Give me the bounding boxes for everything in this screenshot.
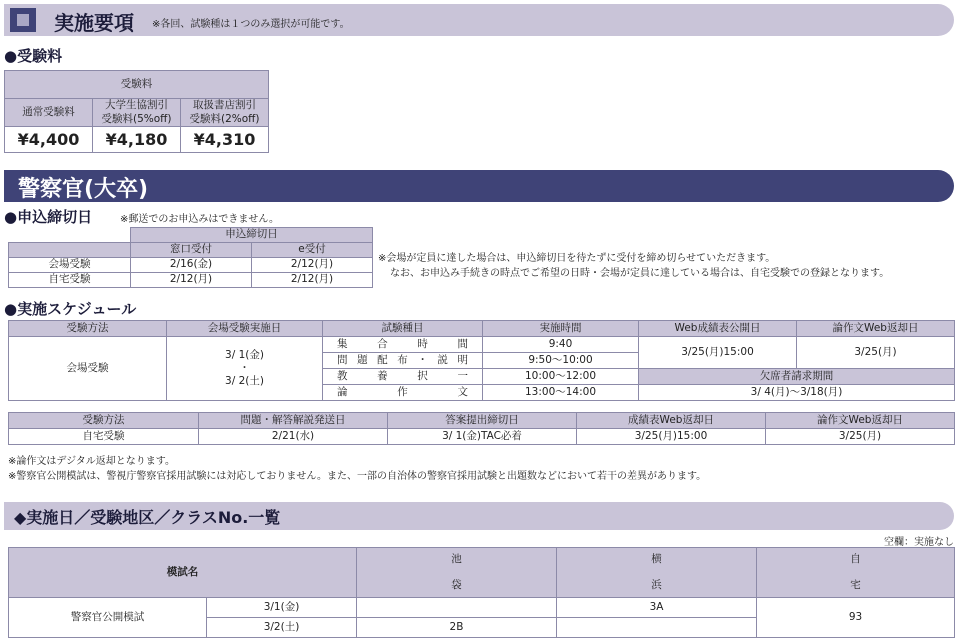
home-class-no: 93 xyxy=(757,598,955,638)
schedule-heading: ●実施スケジュール xyxy=(4,300,137,318)
venue-schedule-table: 受験方法 会場受験実施日 試験種目 実施時間 Web成績表公開日 論作文Web返却日 会場受験 3/ 1(金) ・ 3/ 2(土) 集合時間 9:40 3/25(月)15:00 3/25(月) 問題配布・説明 9:50～10:00 教養択一 10:00～12:00 欠席者請求期間 論作文 13:00～14:00 3/ 4(月)～3/18(月) xyxy=(8,320,955,401)
deadline-group-label: 申込締切日 xyxy=(131,228,373,243)
absent-label: 欠席者請求期間 xyxy=(639,369,955,385)
table-row: 警察官公開模試 3/1(金) 3A 93 xyxy=(9,598,955,618)
square-icon xyxy=(10,8,36,32)
deadline-heading: ●申込締切日 xyxy=(4,208,93,226)
schedule-note-1: ※論作文はデジタル返却となります。 xyxy=(8,456,175,467)
schedule-note-2: ※警察官公開模試は、警視庁警察官採用試験には対応しておりません。また、一部の自治体の警察官採用試験と出題数などにおいて若干の差異があります。 xyxy=(8,471,707,482)
table-row: 会場受験 2/16(金) 2/12(月) xyxy=(9,258,373,273)
web-result-date: 3/25(月)15:00 xyxy=(639,337,797,369)
fee-col-normal: 通常受験料 xyxy=(5,99,93,127)
table-row: 自宅受験 2/12(月) 2/12(月) xyxy=(9,273,373,288)
class-list-heading: ◆実施日／受験地区／クラスNo.一覧 xyxy=(14,508,281,527)
fee-col-coop: 大学生協割引 受験料(5%off) xyxy=(93,99,181,127)
deadline-side-note-1: ※会場が定員に達した場合は、申込締切日を待たずに受付を締め切らせていただきます。 xyxy=(378,253,776,264)
deadline-note: ※郵送でのお申込みはできません。 xyxy=(120,214,279,225)
fee-price-normal: ¥4,400 xyxy=(5,127,93,153)
col-exam-name: 模試名 xyxy=(9,548,357,598)
section-title: 実施要項 xyxy=(54,11,134,35)
exam-title: 警察官(大卒) xyxy=(18,177,149,202)
class-list-bar xyxy=(4,502,954,530)
fee-col-store: 取扱書店割引 受験料(2%off) xyxy=(181,99,269,127)
col-ikebukuro: 池 袋 xyxy=(357,548,557,598)
deadline-table xyxy=(8,227,373,288)
section-note: ※各回、試験種は１つのみ選択が可能です。 xyxy=(152,19,350,30)
col-yokohama: 横 浜 xyxy=(557,548,757,598)
fee-price-store: ¥4,310 xyxy=(181,127,269,153)
venue-dates: 3/ 1(金) ・ 3/ 2(土) xyxy=(167,337,323,401)
col-home: 自 宅 xyxy=(757,548,955,598)
fee-table xyxy=(4,70,269,153)
fee-price-coop: ¥4,180 xyxy=(93,127,181,153)
table-row: 3/2(土) 2B xyxy=(9,618,955,638)
essay-return-date: 3/25(月) xyxy=(797,337,955,369)
exam-title-bar xyxy=(4,170,954,202)
table-row: 自宅受験 2/21(水) 3/ 1(金)TAC必着 3/25(月)15:00 3/25(月) xyxy=(9,429,955,445)
deadline-col-web: e受付 xyxy=(252,243,373,258)
exam-name: 警察官公開模試 xyxy=(9,598,207,638)
class-list-legend: 空欄：実施なし xyxy=(884,537,954,548)
section-header-bar xyxy=(4,4,954,36)
fee-group-label: 受験料 xyxy=(5,71,269,99)
fee-heading: ●受験料 xyxy=(4,47,63,65)
deadline-side-note-2: なお、お申込み手続きの時点でご希望の日時・会場が定員に達している場合は、自宅受験での登録となります。 xyxy=(390,268,890,279)
class-list-table xyxy=(8,547,955,638)
absent-period: 3/ 4(月)～3/18(月) xyxy=(639,385,955,401)
deadline-col-window: 窓口受付 xyxy=(131,243,252,258)
home-schedule-table: 受験方法 問題・解答解説発送日 答案提出締切日 成績表Web返却日 論作文Web返却日 自宅受験 2/21(水) 3/ 1(金)TAC必着 3/25(月)15:00 3/25(月) xyxy=(8,412,955,445)
venue-method: 会場受験 xyxy=(9,337,167,401)
